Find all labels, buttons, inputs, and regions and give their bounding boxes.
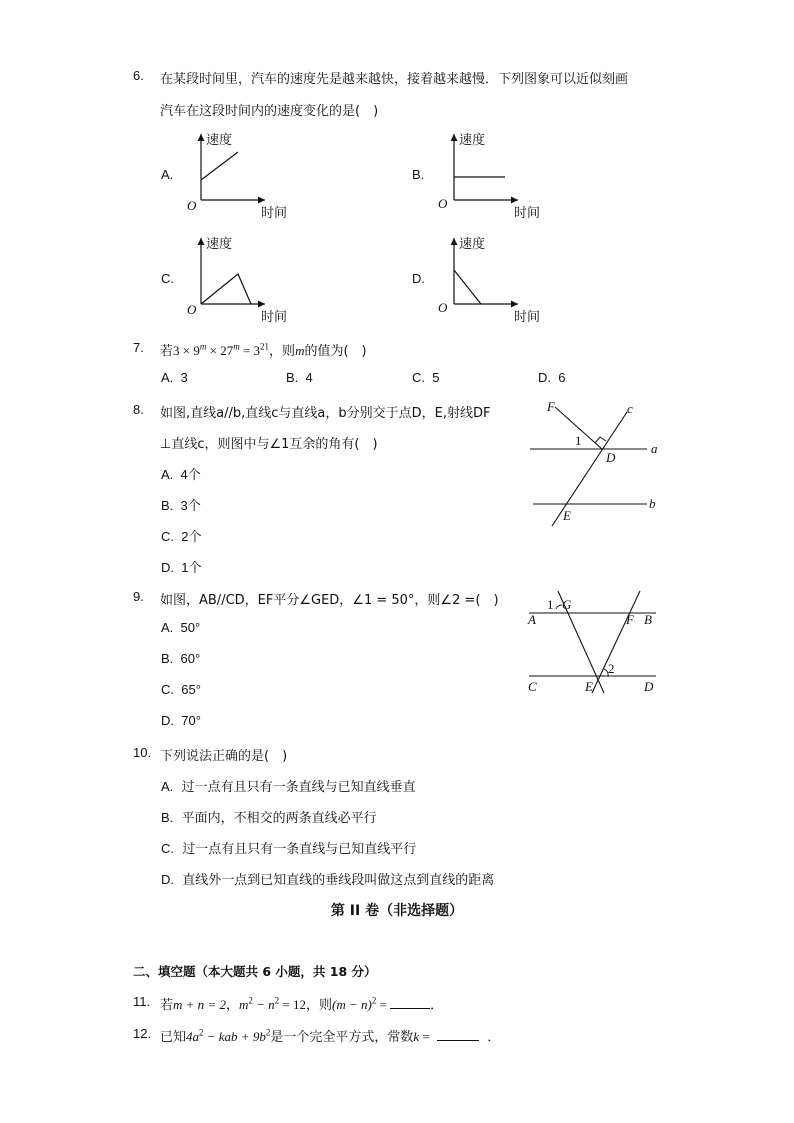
label-a: a: [651, 441, 658, 456]
speed-line: [454, 270, 481, 304]
q8-figure: [525, 398, 665, 530]
label-A: A: [528, 612, 536, 627]
q6-stem-line2: 汽车在这段时间内的速度变化的是( ): [160, 104, 379, 119]
q7-exp1: m: [199, 341, 207, 352]
q10-option-c[interactable]: C. 过一点有且只有一条直线与已知直线平行: [161, 841, 417, 857]
q11-number: 11.: [133, 994, 151, 1009]
q6-option-c-label[interactable]: C.: [161, 271, 174, 286]
q7-option-c[interactable]: C. 5: [412, 370, 440, 385]
q11-expr1: m + n = 2: [173, 997, 226, 1012]
origin-label: O: [438, 196, 448, 211]
section-2-title: 第 II 卷（非选择题）: [330, 903, 464, 919]
q7-mid: × 27: [206, 343, 234, 358]
q6-graph-a: [180, 130, 290, 225]
q11-text-b: ，则: [305, 998, 332, 1013]
q6-option-b-label[interactable]: B.: [412, 167, 425, 182]
label-E: E: [563, 508, 571, 523]
q6-stem-line1: 在某段时间里，汽车的速度先是越来越快，接着越来越慢．下列图象可以近似刻画: [160, 72, 629, 87]
q12-text-b: 是一个完全平方式，常数: [270, 1030, 414, 1045]
q8-option-b[interactable]: B. 3个: [161, 498, 201, 513]
q7-option-b[interactable]: B. 4: [286, 370, 313, 385]
q8-option-a[interactable]: A. 4个: [161, 467, 201, 482]
q9-option-d[interactable]: D. 70°: [161, 713, 201, 728]
x-axis-label: 时间: [261, 310, 288, 325]
q10-option-d[interactable]: D. 直线外一点到已知直线的垂线段叫做这点到直线的距离: [161, 872, 495, 888]
q8-number: 8.: [133, 402, 144, 417]
label-1: 1: [547, 597, 554, 612]
label-D: D: [606, 450, 616, 465]
label-F: F: [547, 399, 555, 414]
x-axis-label: 时间: [261, 206, 288, 221]
label-F: F: [626, 612, 634, 627]
q12-stem: 已知$4a^2$ − kab + $9b^2$是一个完全平方式，常数k = ．: [160, 1027, 501, 1045]
y-axis-label: 速度: [459, 237, 486, 252]
label-c: c: [627, 401, 633, 416]
q10-number: 10.: [133, 745, 152, 760]
speed-line: [201, 152, 238, 180]
part-2-heading: 二、填空题（本大题共 6 小题，共 18 分）: [133, 964, 377, 979]
q10-stem: 下列说法正确的是( ): [160, 749, 288, 764]
q6-graph-b: [433, 130, 543, 225]
label-G: G: [562, 597, 572, 612]
q6-option-a-label[interactable]: A.: [161, 167, 174, 182]
q9-number: 9.: [133, 589, 144, 604]
q10-option-b[interactable]: B. 平面内，不相交的两条直线必平行: [161, 810, 377, 826]
x-axis-label: 时间: [514, 206, 541, 221]
label-b: b: [649, 496, 656, 511]
q11-sep: ，: [225, 998, 239, 1013]
origin-label: O: [187, 302, 197, 317]
q9-option-c[interactable]: C. 65°: [161, 682, 201, 697]
origin-label: O: [438, 300, 448, 315]
label-1: 1: [575, 433, 582, 448]
q8-stem-line1: 如图,直线a//b,直线c与直线a，b分别交于点D，E,射线DF: [160, 406, 491, 421]
q7-option-a[interactable]: A. 3: [161, 370, 188, 385]
y-axis-label: 速度: [459, 133, 486, 148]
x-axis-label: 时间: [514, 310, 541, 325]
q7-number: 7.: [133, 340, 144, 355]
q9-option-b[interactable]: B. 60°: [161, 651, 201, 666]
q9-option-a[interactable]: A. 50°: [161, 620, 201, 635]
q7-var: m: [295, 343, 305, 358]
q6-graph-c: [180, 234, 290, 329]
q7-text-b: ，则: [269, 344, 296, 359]
q6-number: 6.: [133, 68, 144, 83]
q12-text-a: 已知: [160, 1030, 187, 1045]
q9-stem: 如图，AB//CD，EF平分∠GED，∠1 = 50°，则∠2 =( ): [160, 593, 499, 608]
label-B: B: [644, 612, 652, 627]
q12-number: 12.: [133, 1026, 152, 1041]
speed-line: [201, 274, 251, 304]
q7-text-a: 若: [160, 344, 174, 359]
q9-figure: [524, 585, 664, 697]
q11-text-a: 若: [160, 998, 174, 1013]
q7-eq: = 3: [239, 343, 261, 358]
q6-graph-d: [433, 234, 543, 329]
y-axis-label: 速度: [206, 237, 233, 252]
right-angle-mark: [595, 437, 606, 443]
q8-option-d[interactable]: D. 1个: [161, 560, 202, 575]
y-axis-label: 速度: [206, 133, 233, 148]
q7-stem: [160, 340, 367, 359]
q8-option-c[interactable]: C. 2个: [161, 529, 202, 544]
q11-answer-blank[interactable]: [390, 996, 430, 1009]
q11-stem: 若m + n = 2，$m^2 - n^2 = 12$，则$(m - n)^2$ = ．: [160, 995, 444, 1013]
q7-expr: 3 × 9: [173, 343, 200, 358]
label-E: E: [585, 679, 593, 694]
q7-option-d[interactable]: D. 6: [538, 370, 566, 385]
label-C: C: [528, 679, 537, 694]
line-EF: [592, 591, 640, 693]
q7-exp3: 21: [260, 341, 270, 352]
origin-label: O: [187, 198, 197, 213]
q7-text-c: 的值为( ): [304, 344, 367, 359]
q8-stem-line2: ⊥直线c，则图中与∠1互余的角有( ): [160, 437, 378, 452]
q7-exp2: m: [233, 341, 240, 352]
label-2: 2: [608, 661, 615, 676]
q6-option-d-label[interactable]: D.: [412, 271, 425, 286]
q12-answer-blank[interactable]: [437, 1028, 479, 1041]
q10-option-a[interactable]: A. 过一点有且只有一条直线与已知直线垂直: [161, 779, 416, 795]
label-D: D: [644, 679, 654, 694]
